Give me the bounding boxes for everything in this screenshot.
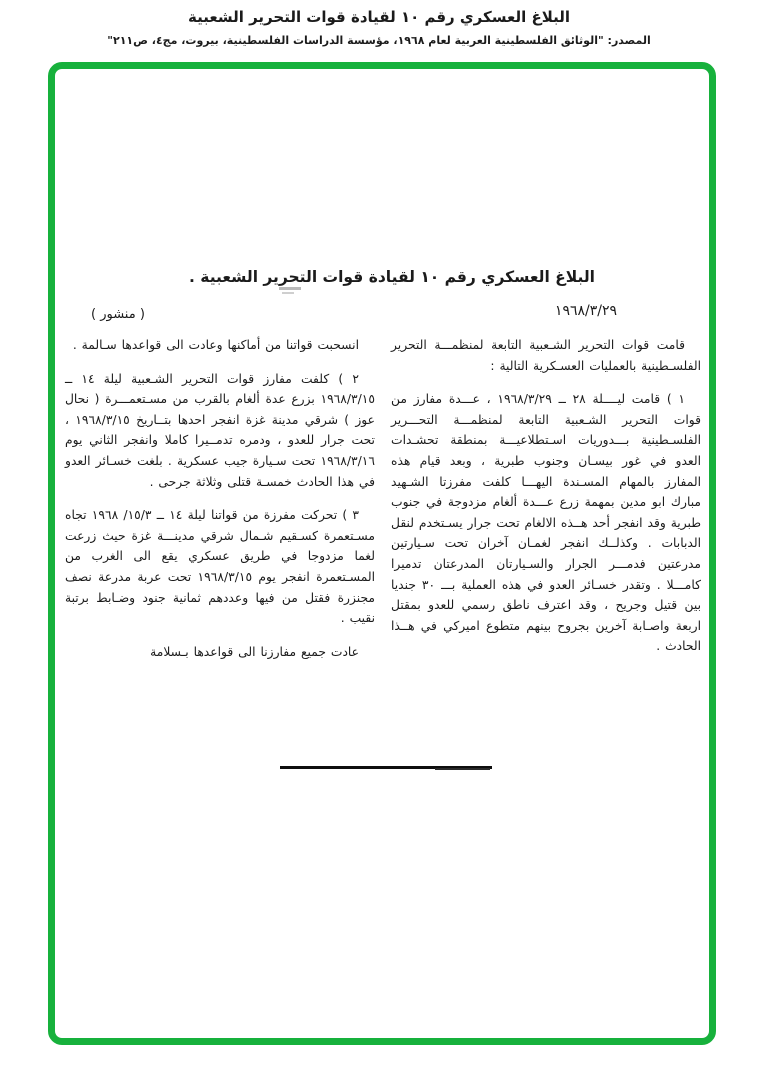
paragraph-item-2: ٢ ) كلفت مفارز قوات التحرير الشـعبية ليلة ١٤ ــ ١٩٦٨/٣/١٥ بزرع عدة ألغام بالقرب من مسـتعمـــرة ( نحال عوز ) شرقي مدينة غزة انفجر احدها بتــاريخ ١٩٦٨/٣/١٥ ، تحت جرار للعدو ، ودمره تدمــيرا كاملا وانفجر الثاني يوم ١٩٦٨/٣/١٦ تحت سـيارة جيب عسكرية . بلغت خسـائر العدو في هذا الحادث خمسـة قتلى وثلاثة جرحى . — [65, 371, 375, 489]
paragraph-item-3: ٣ ) تحركت مفرزة من قواتنا ليلة ١٤ ــ ١٥/٣/ ١٩٦٨ تجاه مسـتعمرة كسـقيم شـمال شرقي مدينـــة غزة حيث زرعت لغما مزدوجا في طريق عسكري يقع الى الغرب من المسـتعمرة انفجر يوم ١٩٦٨/٣/١٥ تحت عربة مدرعة نصف مجنزرة فقتل من فيها وعددهم ثمانية جنود وضـابط برتبة نقيب . — [65, 508, 375, 626]
column-right — [391, 335, 701, 662]
paragraph-withdrawal: انسحبت قواتنا من أماكنها وعادت الى قواعدها سـالمة . — [72, 338, 359, 352]
column-left — [65, 335, 375, 662]
page-header — [0, 0, 758, 48]
paragraph-item-1: ١ ) قامت ليــــلة ٢٨ ــ ١٩٦٨/٣/٢٩ ، عـــدة مفارز من قوات التحرير الشـعبية التابعة لمنظمـــة التحـــرير الفلسـطينية بـــدوريات اسـتطلاعيـــة بمنطقة تحشـدات العدو في غور بيسـان وجنوب طبرية ، وبعد قيام هذه المفارز بالمهام المسـندة اليهـــا كلفت مفرزتا الشـهيد مبارك ابو مدين بمهمة زرع عـــدة ألغام مزدوجة في جنوب طبرية وقد انفجر أحد هــذه الالغام تحت جرار يسـتخدم لنقل الدبابات . وكذلــك انفجر لغمـان آخران تحت سـيارتين مدرعتين فدمـــر الجرار والسـيارتان المدرعتان تدميرا كامـــلا . وتقدر خسـائر العدو في هذه العملية بـــ ٣٠ جنديا بين قتيل وجريح ، وقد اعترف ناطق رسمي للعدو بمقتل اربعة واصـابة آخرين بجروح بينهم متطوع اميركي في هــذا الحادث . — [391, 392, 701, 654]
document-title: البلاغ العسكري رقم ١٠ لقيادة قوات التحرير الشعبية . — [189, 268, 595, 286]
paragraph-intro: قامت قوات التحرير الشـعبية التابعة لمنظمـــة التحرير الفلسـطينية بالعمليات العسـكرية التالية : — [391, 338, 701, 373]
text-columns — [65, 335, 701, 662]
page-header-title: البلاغ العسكري رقم ١٠ لقيادة قوات التحرير الشعبية — [188, 8, 570, 26]
document-date: ١٩٦٨/٣/٢٩ — [554, 303, 617, 319]
document-page — [55, 69, 709, 1038]
page-header-source: المصدر: "الوثائق الفلسطينية العربية لعام ١٩٦٨، مؤسسة الدراسات الفلسطينية، بيروت، مج٤، ص٢١١" — [107, 34, 651, 47]
bottom-divider-line — [280, 766, 492, 769]
paragraph-closing: عادت جميع مفارزنا الى قواعدها بـسلامة — [150, 644, 359, 659]
document-frame — [48, 62, 716, 1045]
published-label: ( منشور ) — [91, 307, 145, 322]
